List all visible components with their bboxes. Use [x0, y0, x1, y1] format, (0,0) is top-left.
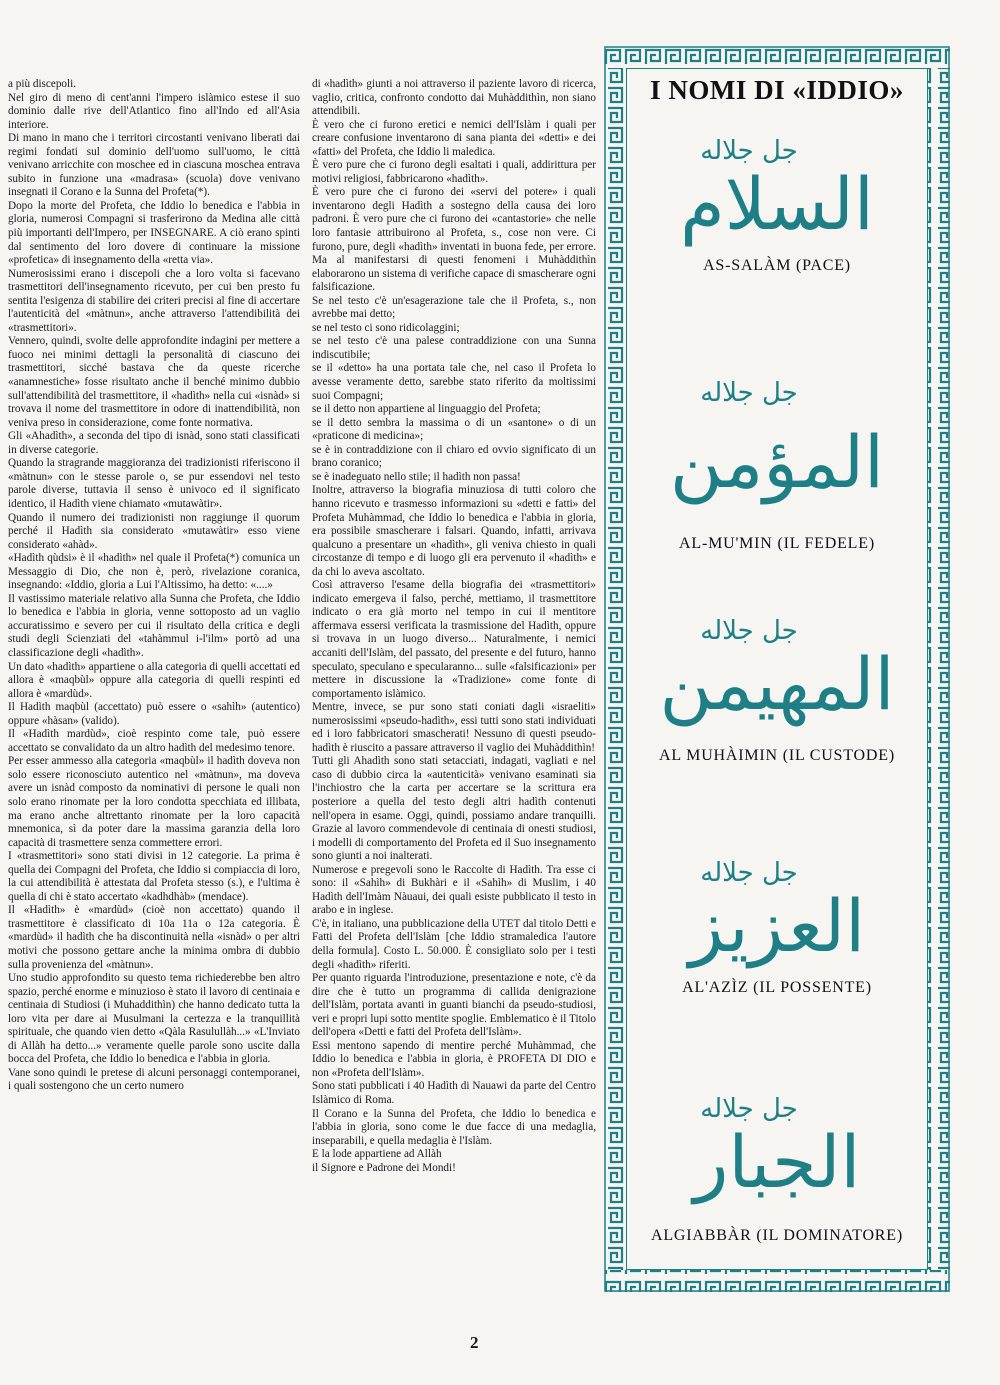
glorification-calligraphy: جل جلاله — [700, 858, 798, 888]
paragraph: Il Corano e la Sunna del Profeta, che Iddio lo benedica e l'abbia in gloria, sono come le due facce di una medaglia, inseparabili, e quella medaglia è l'Islàm. — [312, 1107, 596, 1147]
divine-name-block — [627, 597, 927, 765]
paragraph: I «trasmettitori» sono stati divisi in 12 categorie. La prima è quella dei Compagni del Profeta, che Iddio si compiaccia di loro, la cui attendibilità è attestata dal Profeta stesso (s.), e l'ultima è quella di chi è stato accertato «kadhdhàb» (mendace). — [8, 850, 300, 903]
paragraph: «Hadìth qùdsi» è il «hadìth» nel quale il Profeta(*) comunica un Messaggio di Dio, che non è, però, rivelazione coranica, insegnando: «Iddio, gloria a Lui l'Altissimo, ha detto: «....» — [8, 552, 300, 592]
name-caption: AS-SALÀM (PACE) — [703, 257, 851, 274]
paragraph: se è inadeguato nello stile; il hadìth non passa! — [312, 470, 521, 483]
names-of-god-sidebar — [604, 46, 950, 1292]
paragraph: Sono stati pubblicati i 40 Hadìth di Nauawi da parte del Centro Islàmico di Roma. — [312, 1080, 596, 1107]
paragraph: se il detto sembra la massima o di un «santone» o di un «praticone di medicina»; — [312, 416, 596, 443]
paragraph: di «hadìth» giunti a noi attraverso il paziente lavoro di ricerca, vaglio, critica, confronto condotto dai Muhàddithìn, non siano attendibili. — [312, 78, 596, 118]
paragraph: Il «Hadìth mardùd», cioè respinto come tale, può essere accettato se convalidato da un altro hadìth del medesimo tenore. — [8, 728, 300, 754]
paragraph: Gli «Ahadìth», a seconda del tipo di isnàd, sono stati classificati in diverse categorie. — [8, 430, 300, 456]
paragraph: È vero pure che ci furono dei «servi del potere» i quali inventarono degli Hadìth a sostegno della causa dei loro padroni. È vero pure che ci furono dei «cantastorie» che nelle loro fantasie attribuirono al Profeta, s., cose non vere. Ci furono, pure, degli «hadìth» inventati in buona fede, per errore. Ma al manifestarsi di questi fenomeni i Muhàddithìn elaborarono un sistema di verifiche capace di smascherare ogni falsificazione. — [312, 186, 596, 294]
paragraph: se il detto non appartiene al linguaggio del Profeta; — [312, 403, 541, 416]
paragraph: se nel testo ci sono ridicolaggini; — [312, 321, 460, 334]
paragraph: Per esser ammesso alla categoria «maqbùl» il hadìth doveva non solo essere riconosciuto autentico nel «màtnun», ma doveva avere un isnàd composto da nominativi di persone le quali non solo erano rinomate per la loro condotta specchiata ed illibata, ma erano anche altrettanto rinomate per la loro capacità mnemonica, sì da poter dare la massima garanzia della loro capacità di trasmettere senza commettere errori. — [8, 755, 300, 849]
paragraph: se nel testo c'è una palese contraddizione con una Sunna indiscutibile; — [312, 335, 596, 361]
paragraph: Quando il numero dei tradizionisti non raggiunge il quorum perché il Hadìth sia considerato «mutawàtir» esso viene considerato «ahàd». — [8, 511, 300, 551]
glorification-calligraphy: جل جلاله — [700, 378, 798, 408]
paragraph: Vane sono quindi le pretese di alcuni personaggi contemporanei, i quali sostengono che un certo numero — [8, 1066, 300, 1093]
page-number: 2 — [470, 1333, 479, 1352]
divine-name-block — [627, 839, 927, 997]
paragraph: Vennero, quindi, svolte delle approfondite indagini per mettere a fuoco nei minimi dettagli la personalità di ciascuno dei trasmettitori, sicché bastava che da queste ricerche «anamnestiche» fosse risultato anche il benché minimo dubbio sull'attendibilità del trasmettitore, il «hadìth» nella cui «isnàd» si trovava il nome del trasmettitore in odore di inattendibilità, non veniva preso in considerazione, come fonte normativa. — [8, 335, 300, 429]
paragraph: C'è, in italiano, una pubblicazione della UTET dal titolo Detti e Fatti del Profeta dell'Islàm [che Iddio stramaledica l'autore della formula]. Costo L. 50.000. È consigliato solo per i testi degli «hadìth» riferiti. — [312, 917, 596, 971]
sidebar-panel — [626, 68, 928, 1270]
paragraph: Numerosissimi erano i discepoli che a loro volta si facevano trasmettitori dell'insegnamento ricevuto, per cui ben presto fu sentita l'esigenza di stabilire dei criteri precisi al fine di accertare l'autenticità del «màtnun», anche attraverso l'attendibilità dei «trasmettitori». — [8, 267, 300, 334]
paragraph: a più discepoli. — [8, 78, 77, 90]
paragraph: È vero che ci furono eretici e nemici dell'Islàm i quali per creare confusione inventarono di sana pianta dei «detti» e dei «fatti» del Profeta, che Iddio li maledica. — [312, 118, 596, 158]
paragraph: Se nel testo c'è un'esagerazione tale che il Profeta, s., non avrebbe mai detto; — [312, 294, 596, 321]
paragraph: Tutti gli Ahadìth sono stati setacciati, indagati, vagliati e nel caso di dubbio circa la «autenticità» venivano esaminati sia l'inchiostro che la carta per accertare se la scrittura era posteriore a quella del testo degli altri hadìth contenuti nell'opera in esame. Oggi, quindi, possiamo andare tranquilli. Grazie al lavoro commendevole di centinaia di onesti studiosi, i modelli di comportamento del Profeta ed il Suo insegnamento sono giunti a noi inalterati. — [312, 755, 596, 863]
name-caption: AL MUHÀIMIN (IL CUSTODE) — [659, 747, 895, 764]
paragraph: Il vastissimo materiale relativo alla Sunna che Profeta, che Iddio lo benedica e l'abbia in gloria, venne sottoposto ad un vaglio accuratissimo e severo per cui il risultato della critica e degli studi degli Scienziati del «tahàmmul i-l'ilm» portò ad una classificazione degli «hadìth». — [8, 592, 300, 659]
paragraph: Di mano in mano che i territori circostanti venivano liberati dai regimi fondati sul dominio dell'uomo sull'uomo, le città venivano arricchite con moschee ed in ciascuna moschea entrava subito in funzione una «madrasa» (scuola) dove venivano insegnati il Corano e la Sunna del Profeta(*). — [8, 132, 300, 199]
paragraph: il Signore e Padrone dei Mondi! — [312, 1161, 456, 1174]
arabic-calligraphy — [657, 1075, 897, 1205]
arabic-name: المهيمن — [659, 642, 895, 726]
paragraph: Numerose e pregevoli sono le Raccolte di Hadìth. Tra esse ci sono: il «Sahìh» di Bukhàri e il «Sahìh» di Muslim, i 40 Hadìth dell'Imàm Nàuaui, dei quali esiste pubblicato il testo in arabo e in inglese. — [312, 863, 596, 917]
arabic-calligraphy — [657, 359, 897, 509]
paragraph: Per quanto riguarda l'introduzione, presentazione e note, c'è da dire che è tutto un programma di callida denigrazione dell'Islàm, portata avanti in guanti bianchi da pseudo-studiosi, veri e propri lupi sotto mentite spoglie. Emblematico è il Titolo dell'opera «Detti e fatti del Profeta dell'Islàm». — [312, 972, 596, 1039]
paragraph: Mentre, invece, se pur sono stati coniati dagli «israeliti» numerosissimi «pseudo-hadìth», essi tutti sono stati individuati ed i loro fabbricatori smascherati! Nessuno di questi pseudo-hadìth è riuscito a passare attraverso il vaglio dei Muhàddithìn! — [312, 701, 596, 754]
paragraph: Inoltre, attraverso la biografia minuziosa di tutti coloro che hanno ricevuto e trasmesso informazioni su «detti e fatti» del Profeta Muhàmmad, che Iddio lo benedica e l'abbia in gloria, era possibile smascherare i falsari. Quando, infatti, arrivava qualcuno a presentare un «hadìth», gli veniva chiesto in quali circostanze di tempo e di luogo gli era pervenuto il «hadìth» e da chi lo aveva ascoltato. — [312, 484, 596, 578]
paragraph: Il «Hadìth» è «mardùd» (cioè non accettato) quando il trasmettitore è classificato di 10a 11a o 12a categoria. È «mardùd» il hadìth che ha discontinuità nella «isnàd» o per altri motivi che possono gettare anche la minima ombra di dubbio sulla provenienza del «màtnun». — [8, 904, 300, 971]
paragraph: Quando la stragrande maggioranza dei tradizionisti riferiscono il «màtnun» con le stesse parole o, se pur essendovi nel testo parole diverse, tuttavia il senso è univoco ed il significato identico, il Hadìth viene chiamato «mutawàtir». — [8, 457, 300, 510]
arabic-calligraphy — [657, 597, 897, 727]
paragraph: Dopo la morte del Profeta, che Iddio lo benedica e l'abbia in gloria, numerosi Compagni si trasferirono da Medina alle città più importanti dell'Impero, per INSEGNARE. A ciò erano spinti dal sentimento del loro dovere di continuare la missione «profetica» di insegnamento della «retta via». — [8, 199, 300, 267]
divine-name-block — [627, 359, 927, 553]
sidebar-title: I NOMI DI «IDDIO» — [650, 75, 904, 105]
paragraph: se il «detto» ha una portata tale che, nel caso il Profeta lo avesse veramente detto, sarebbe stato riferito da moltissimi suoi Compagni; — [312, 362, 596, 402]
text-column-middle — [312, 78, 596, 1175]
name-caption: AL-MU'MIN (IL FEDELE) — [679, 535, 875, 552]
arabic-name: السلام — [680, 162, 874, 246]
paragraph: È vero pure che ci furono degli esaltati i quali, addirittura per motivi religiosi, fabbricarono «hadìth». — [312, 159, 596, 185]
paragraph: se è in contraddizione con il chiaro ed ovvio significato di un brano coranico; — [312, 443, 596, 470]
glorification-calligraphy: جل جلاله — [700, 1094, 798, 1124]
paragraph: E la lode appartiene ad Allàh — [312, 1148, 442, 1161]
paragraph: Essi mentono sapendo di mentire perché Muhàmmad, che Iddio lo benedica e l'abbia in gloria, è PROFETA DI DIO e non «Profeta dell'Islàm». — [312, 1039, 596, 1079]
paragraph: Uno studio approfondito su questo tema richiederebbe ben altro spazio, perché enorme e minuzioso è stato il lavoro di centinaia e centinaia di Studiosi (i Muhaddithìn) che hanno dedicato tutta la loro vita per dare ai Musulmani la certezza e la tranquillità spirituale, che quando vien detto «Qàla Rasulullàh...» «L'Inviato di Allàh ha detto...» veramente quelle parole sono uscite dalla bocca del Profeta, che Iddio lo benedica e l'abbia in gloria. — [8, 972, 301, 1066]
paragraph: Un dato «hadìth» appartiene o alla categoria di quelli accettati ed allora è «maqbùl» oppure alla categoria di quelli respinti ed allora è «mardùd». — [8, 660, 300, 700]
text-column-left — [8, 78, 300, 1094]
arabic-name: الجبار — [693, 1120, 861, 1204]
paragraph: Così attraverso l'esame della biografia dei «trasmettitori» indicato emergeva il falso, perché, mettiamo, il trasmettitore indicato o era già morto nel tempo in cui il mentitore affermava essersi verificata la trasmissione del Hadìth, oppure si trovava in un luogo diverso... Naturalmente, i nemici accaniti dell'Islàm, del passato, del presente e del futuro, hanno speculato, speculano e specularanno... sulle «falsificazioni» per mettere in discussione la «Tradizione» come fonte di comportamento islàmico. — [312, 579, 596, 700]
arabic-name: العزيز — [688, 884, 866, 968]
arabic-calligraphy — [657, 117, 897, 247]
name-caption: AL'AZÌZ (IL POSSENTE) — [682, 979, 872, 996]
divine-name-block — [627, 1075, 927, 1245]
glorification-calligraphy: جل جلاله — [700, 136, 798, 166]
arabic-calligraphy — [657, 839, 897, 969]
name-caption: ALGIABBÀR (IL DOMINATORE) — [651, 1227, 903, 1244]
arabic-name: المؤمن — [669, 420, 885, 504]
paragraph: Nel giro di meno di cent'anni l'impero islàmico estese il suo dominio dalle rive dell'Atlantico fino all'Indo ed all'Asia interiore. — [8, 91, 300, 131]
paragraph: Il Hadìth maqbùl (accettato) può essere o «sahìh» (autentico) oppure «hàsan» (valido). — [8, 701, 300, 727]
glorification-calligraphy: جل جلاله — [700, 616, 798, 646]
divine-name-block — [627, 117, 927, 275]
